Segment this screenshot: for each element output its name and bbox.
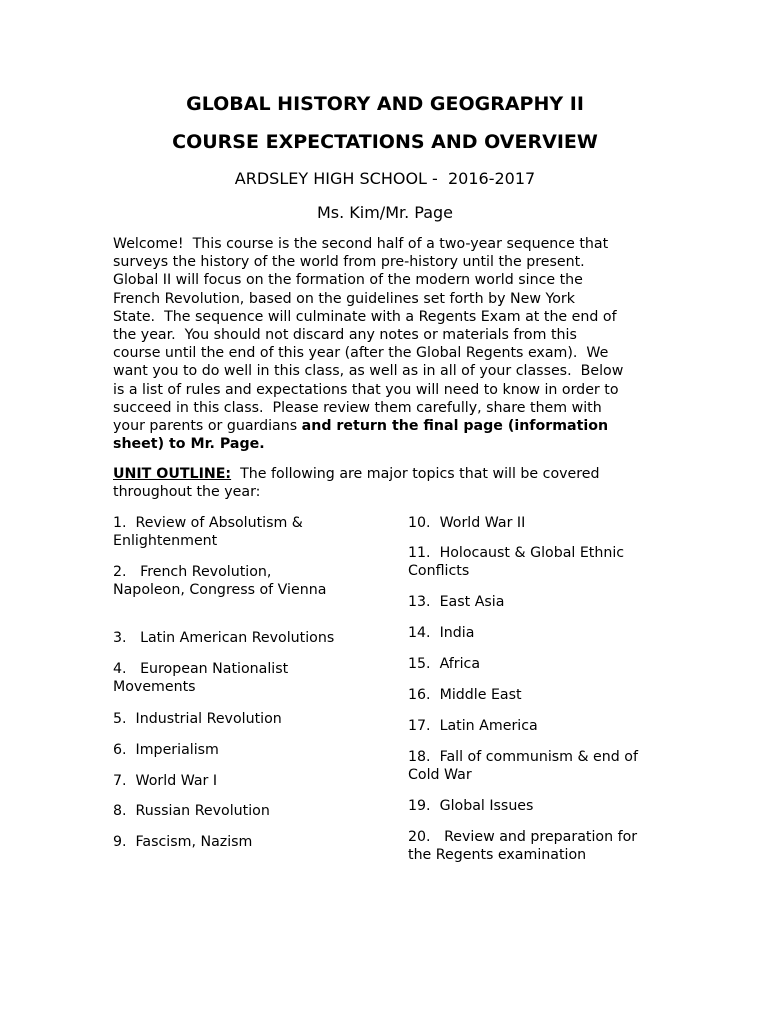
intro-line: the year. You should not discard any notes or materials from this — [113, 327, 577, 344]
topic-item: 17. Latin America — [408, 718, 538, 734]
school-year: ARDSLEY HIGH SCHOOL - 2016-2017 — [234, 169, 536, 188]
intro-line: is a list of rules and expectations that you will need to know in order to — [113, 381, 619, 398]
intro-line — [113, 417, 663, 435]
unit-outline-label: UNIT OUTLINE: — [113, 466, 232, 482]
intro-line: Welcome! This course is the second half of a two-year sequence that — [113, 236, 609, 252]
topic-item: 15. Africa — [408, 656, 481, 672]
topic-item: 19. Global Issues — [408, 798, 534, 814]
topic-item: 8. Russian Revolution — [113, 803, 270, 819]
topic-item: 2. French Revolution, Napoleon, Congress of Vienna — [113, 564, 327, 599]
topic-item: 7. World War I — [113, 773, 218, 789]
topic-item: 13. East Asia — [408, 594, 505, 610]
intro-line: State. The sequence will culminate with a Regents Exam at the end of — [113, 308, 617, 325]
unit-outline-line — [113, 465, 673, 483]
intro-line: French Revolution, based on the guidelines set forth by New York — [113, 290, 575, 307]
topic-item: 18. Fall of communism & end of Cold War — [408, 749, 638, 784]
intro-plain-text: your parents or guardians — [113, 418, 302, 435]
topic-item: 9. Fascism, Nazism — [113, 834, 253, 850]
topic-item: 11. Holocaust & Global Ethnic Conflicts — [408, 545, 625, 580]
intro-line: Global II will focus on the formation of the modern world since the — [113, 272, 583, 289]
document-title: GLOBAL HISTORY AND GEOGRAPHY II — [186, 93, 584, 115]
unit-outline-text: The following are major topics that will be covered — [231, 466, 600, 482]
topic-item: 5. Industrial Revolution — [113, 711, 282, 727]
topic-item: 10. World War II — [408, 515, 526, 531]
return-instruction: and return the final page (information — [301, 418, 609, 435]
topic-item: 6. Imperialism — [113, 742, 219, 758]
topic-item: 3. Latin American Revolutions — [113, 630, 335, 646]
topic-item: 20. Review and preparation for the Regents examination — [408, 829, 638, 864]
topic-item: 14. India — [408, 625, 475, 641]
document-subtitle: COURSE EXPECTATIONS AND OVERVIEW — [172, 131, 598, 153]
unit-outline-text-cont: throughout the year: — [113, 484, 261, 501]
topic-item: 16. Middle East — [408, 687, 522, 703]
topic-item: 1. Review of Absolutism & Enlightenment — [113, 515, 303, 550]
intro-paragraph — [113, 235, 663, 453]
topic-item: 4. European Nationalist Movements — [113, 661, 289, 696]
teacher-names: Ms. Kim/Mr. Page — [316, 203, 454, 222]
return-instruction-end: sheet) to Mr. Page. — [113, 436, 265, 453]
intro-line: succeed in this class. Please review them carefully, share them with — [113, 399, 602, 416]
unit-outline-heading — [113, 465, 673, 501]
intro-line: want you to do well in this class, as well as in all of your classes. Below — [113, 363, 624, 380]
intro-line: course until the end of this year (after the Global Regents exam). We — [113, 345, 609, 362]
intro-line: surveys the history of the world from pre-history until the present. — [113, 254, 585, 271]
